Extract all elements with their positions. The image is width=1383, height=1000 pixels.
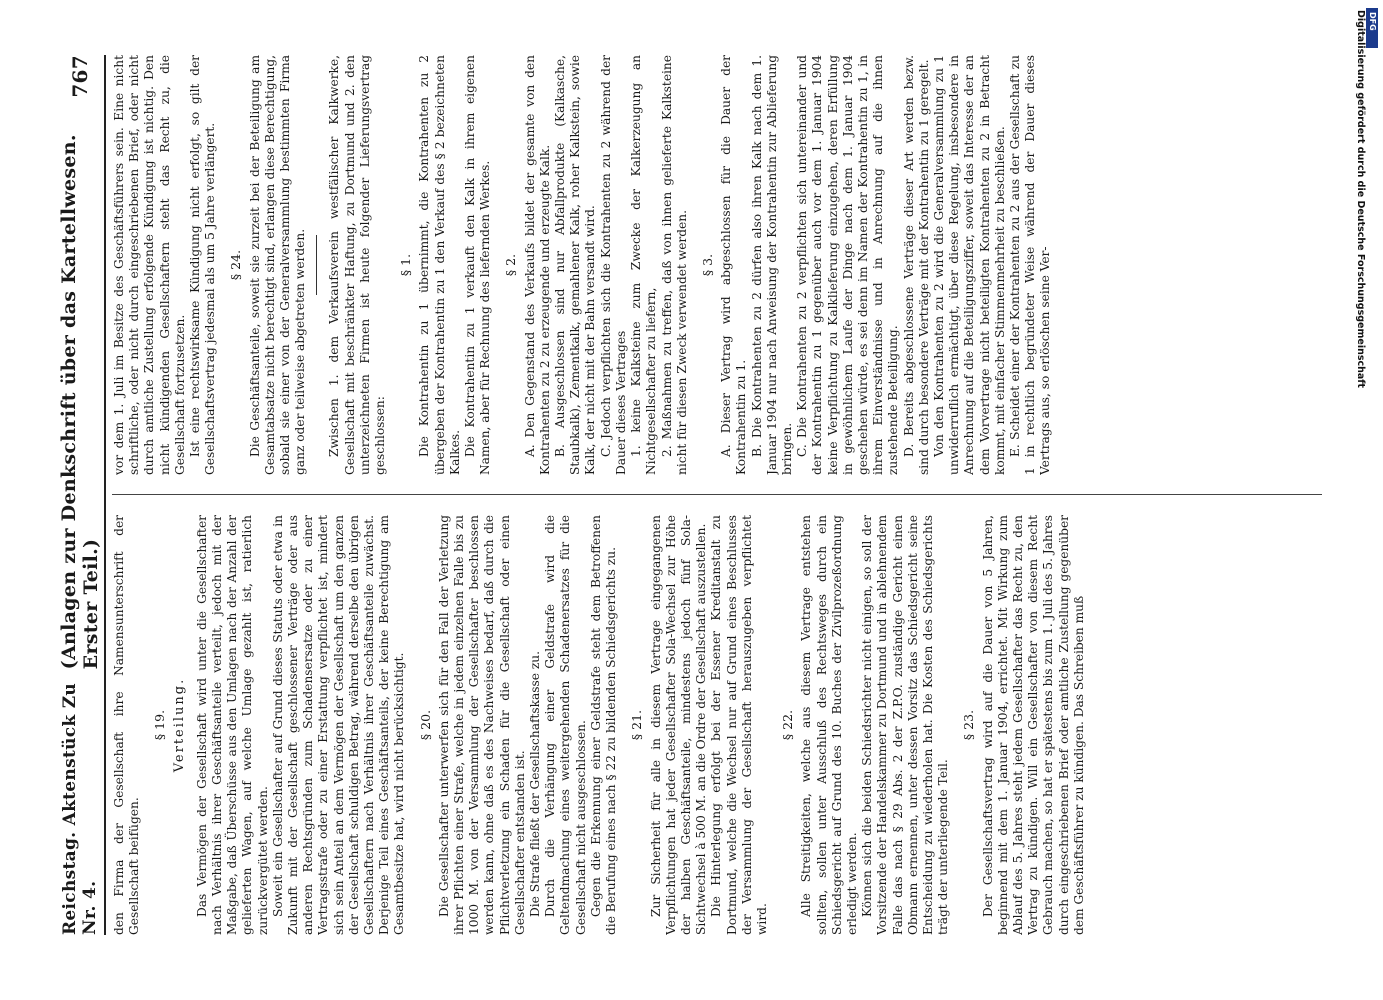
paragraph: Zwischen 1. dem Verkaufsverein westfälischer Kalkwerke, Gesellschaft mit beschränkter Haftung, zu Dortmund und 2. den unterzeichneten Firmen ist heute folgender Lieferungsvertrag geschlossen: bbox=[327, 55, 388, 475]
page-content bbox=[60, 55, 1330, 935]
digitization-note bbox=[1336, 10, 1376, 960]
paragraph: Soweit ein Gesellschafter auf Grund dieses Statuts oder etwa in Zukunft mit der Gesellschaft geschlossener Verträge oder aus anderen Rechtsgründen zum Schadensersatze oder zu einer Vertragsstrafe oder zu einer Erstattung verpflichtet ist, mindert sich sein Anteil an dem Vermögen der Gesellschaft um den ganzen der Gesellschaft schuldigen Betrag, während derselbe den übrigen Gesellschaftern nach Verhältnis ihrer Geschäftsanteile zuwächst. Derjenige Teil eines Geschäftsanteils, der keine Berechtigung am Gesamtbesitze hat, wird nicht berücksichtigt. bbox=[270, 515, 407, 935]
paragraph: B. Die Kontrahenten zu 2 dürfen also ihren Kalk nach dem 1. Januar 1904 nur nach Anweisung der Kontrahentin zur Ablieferung bringen. bbox=[749, 55, 794, 475]
paragraph: Von den Kontrahenten zu 2 wird die Generalversammlung zu 1 unwiderruflich ermächtigt, über diese Regelung, insbesondere in Anrechnung auf die Beteiligungsziffer, soweit das Interesse der an dem Vorvertrage nicht beteiligten Kontrahenten zu 2 in Betracht kommt, mit einfacher Stimmenmehrheit zu beschließen. bbox=[931, 55, 1007, 475]
paragraph: C. Die Kontrahenten zu 2 verpflichten sich untereinander und der Kontrahentin zu 1 gegenüber auch vor dem 1. Januar 1904 keine Verpflichtung zu Kalklieferung einzugehen, deren Erfüllung in gewöhnlichem Laufe der Dinge nach dem 1. Januar 1904 geschehen würde, es sei denn im Namen der Kontrahentin zu 1, in ihrem Einverständnisse und in Anrechnung auf die ihnen zustehende Beteiligung. bbox=[795, 55, 901, 475]
paragraph: Gegen die Erkennung einer Geldstrafe steht dem Betroffenen die Berufung eines nach § 22 zu bildenden Schiedsgerichts zu. bbox=[588, 515, 619, 935]
section-number: § 21. bbox=[629, 709, 645, 741]
paragraph: Die Gesellschafter unterwerfen sich für den Fall der Verletzung ihrer Pflichten einer Strafe, welche in jedem einzelnen Falle bis zu 1000 M. von der Versammlung der Gesellschafter beschlossen werden kann, ohne daß es des Nachweises bedarf, daß durch die Pflichtverletzung ein Schaden für die Gesellschaft oder einen Gesellschafter entstanden ist. bbox=[436, 515, 527, 935]
paragraph: C. Jedoch verpflichten sich die Kontrahenten zu 2 während der Dauer dieses Vertrages bbox=[598, 55, 628, 475]
paragraph: Die Geschäftsanteile, soweit sie zurzeit bei der Beteiligung am Gesamtabsatze nicht berechtigt sind, erlangen diese Berechtigung, sobald sie einer von der Generalversammlung bestimmten Firma ganz oder teilweise abgetreten werden. bbox=[247, 55, 308, 475]
section-heading: Verteilung. bbox=[171, 677, 187, 773]
section-number: § 3. bbox=[699, 253, 715, 277]
column-divider bbox=[112, 495, 1322, 496]
paragraph: Zur Sicherheit für alle in diesem Vertrage eingegangenen Verpflichtungen hat jeder Gesellschafter Sola-Wechsel zur Höhe der halben Geschäftsanteile, mindestens jedoch fünf Sola-Sichtwechsel à 500 M. an die Ordre der Gesellschaft auszustellen. bbox=[648, 515, 709, 935]
paragraph: Die Hinterlegung erfolgt bei der Essener Kreditanstalt zu Dortmund, welche die Wechsel nur auf Grund eines Beschlusses der Versammlung der Gesellschaft herauszugeben verpflichtet wird. bbox=[709, 515, 769, 935]
paragraph: A. Dieser Vertrag wird abgeschlossen für die Dauer der Kontrahentin zu 1. bbox=[719, 55, 749, 475]
paragraph: Ist eine rechtswirksame Kündigung nicht erfolgt, so gilt der Gesellschaftsvertrag jedesmal als um 5 Jahre verlängert. bbox=[188, 55, 218, 475]
section-number: § 24. bbox=[228, 249, 244, 281]
section-number: § 2. bbox=[503, 253, 519, 277]
paragraph: Können sich die beiden Schiedsrichter nicht einigen, so soll der Vorsitzende der Handelskammer zu Dortmund und in ablehnendem Falle das nach § 29 Abs. 2 der Z.P.O. zuständige Gericht einen Obmann ernennen, unter dessen Vorsitz das Schiedsgericht seine Entscheidung zu wiederholen hat. Die Kosten des Schiedsgerichts trägt der unterliegende Teil. bbox=[860, 515, 951, 935]
paragraph: Durch die Verhängung einer Geldstrafe wird die Geltendmachung eines weitergehenden Schadenersatzes für die Gesellschaft nicht ausgeschlossen. bbox=[543, 515, 588, 935]
left-column bbox=[112, 515, 1322, 935]
page-header bbox=[60, 55, 100, 935]
right-column bbox=[112, 55, 1322, 475]
header-title: (Anlagen zur Denkschrift über das Kartellwesen. Erster Teil.) bbox=[58, 134, 102, 670]
digitization-note-text: Digitalisierung gefördert durch die Deutsche Forschungsgemeinschaft bbox=[1355, 10, 1366, 388]
paragraph: vor dem 1. Juli im Besitze des Geschäftsführers sein. Eine nicht schriftliche, oder nicht durch eingeschriebenen Brief, oder nicht durch amtliche Zustellung erfolgende Kündigung ist nichtig. Den nicht kündigenden Gesellschaftern steht das Recht zu, die Gesellschaft fortzusetzen. bbox=[112, 55, 187, 475]
paragraph: Die Strafe fließt der Gesellschaftskasse zu. bbox=[528, 650, 543, 917]
paragraph: B. Ausgeschlossen sind nur Abfallprodukte (Kalkasche, Staubkalk), Zementkalk, gemahlener Kalk, roher Kalkstein, sowie Kalk, der nicht mit der Bahn versandt wird. bbox=[553, 55, 598, 475]
paragraph: E. Scheidet einer der Kontrahenten zu 2 aus der Gesellschaft zu 1 in rechtlich begründeter Weise während der Dauer dieses Vertrags aus, so erlöschen seine Ver- bbox=[1007, 55, 1053, 475]
section-number: § 20. bbox=[417, 709, 433, 741]
header-rule bbox=[104, 55, 106, 935]
paragraph: den Firma der Gesellschaft ihre Namensunterschrift der Gesellschaft beifügen. bbox=[112, 515, 142, 935]
paragraph: Die Kontrahentin zu 1 übernimmt, die Kontrahenten zu 2 übergeben der Kontrahentin zu 1 den Verkauf des § 2 bezeichneten Kalkes. bbox=[417, 55, 462, 475]
paragraph: 1. keine Kalksteine zum Zwecke der Kalkerzeugung an Nichtgesellschafter zu liefern, bbox=[629, 55, 659, 475]
paragraph: D. Bereits abgeschlossene Verträge dieser Art werden bezw. sind durch besondere Verträge mit der Kontrahentin zu 1 geregelt. bbox=[901, 55, 931, 475]
dfg-logo: DFG bbox=[1366, 8, 1378, 48]
section-number: § 1. bbox=[398, 253, 414, 277]
header-source: Reichstag. Aktenstück Zu Nr. 4. bbox=[60, 682, 100, 935]
text-columns bbox=[112, 55, 1322, 935]
paragraph: Das Vermögen der Gesellschaft wird unter die Gesellschafter nach Verhältnis ihrer Geschäftsanteile verteilt, jedoch mit der Maßgabe, daß Überschüsse aus den Umlagen nach der Anzahl der gelieferten Wagen, auf welche Umlage gezahlt ist, ratierlich zurückvergütet werden. bbox=[194, 515, 270, 935]
page-number: 767 bbox=[68, 55, 92, 98]
section-separator bbox=[316, 235, 317, 295]
paragraph: Alle Streitigkeiten, welche aus diesem Vertrage entstehen sollten, sollen unter Ausschluß des Rechtsweges durch ein Schiedsgericht auf Grund des 10. Buches der Zivilprozeßordnung erledigt werden. bbox=[799, 515, 859, 935]
section-number: § 22. bbox=[780, 709, 796, 741]
paragraph: Die Kontrahentin zu 1 verkauft den Kalk in ihrem eigenen Namen, aber für Rechnung des liefernden Werkes. bbox=[463, 55, 493, 475]
section-number: § 23. bbox=[961, 709, 977, 741]
paragraph: Der Gesellschaftsvertrag wird auf die Dauer von 5 Jahren, beginnend mit dem 1. Januar 1904, errichtet. Mit Wirkung zum Ablauf des 5. Jahres steht jedem Gesellschafter das Recht zu, den Vertrag zu kündigen. Will ein Gesellschafter von diesem Recht Gebrauch machen, so hat er spätestens bis zum 1. Juli des 5. Jahres durch eingeschriebenen Brief oder amtliche Zustellung gegenüber dem Geschäftsführer zu kündigen. Das Schreiben muß bbox=[980, 515, 1086, 935]
section-number: § 19. bbox=[152, 709, 168, 741]
paragraph: A. Den Gegenstand des Verkaufs bildet der gesamte von den Kontrahenten zu 2 zu erzeugende und erzeugte Kalk. bbox=[522, 55, 552, 475]
paragraph: 2. Maßnahmen zu treffen, daß von ihnen gelieferte Kalksteine nicht für diesen Zweck verwendet werden. bbox=[659, 55, 689, 475]
